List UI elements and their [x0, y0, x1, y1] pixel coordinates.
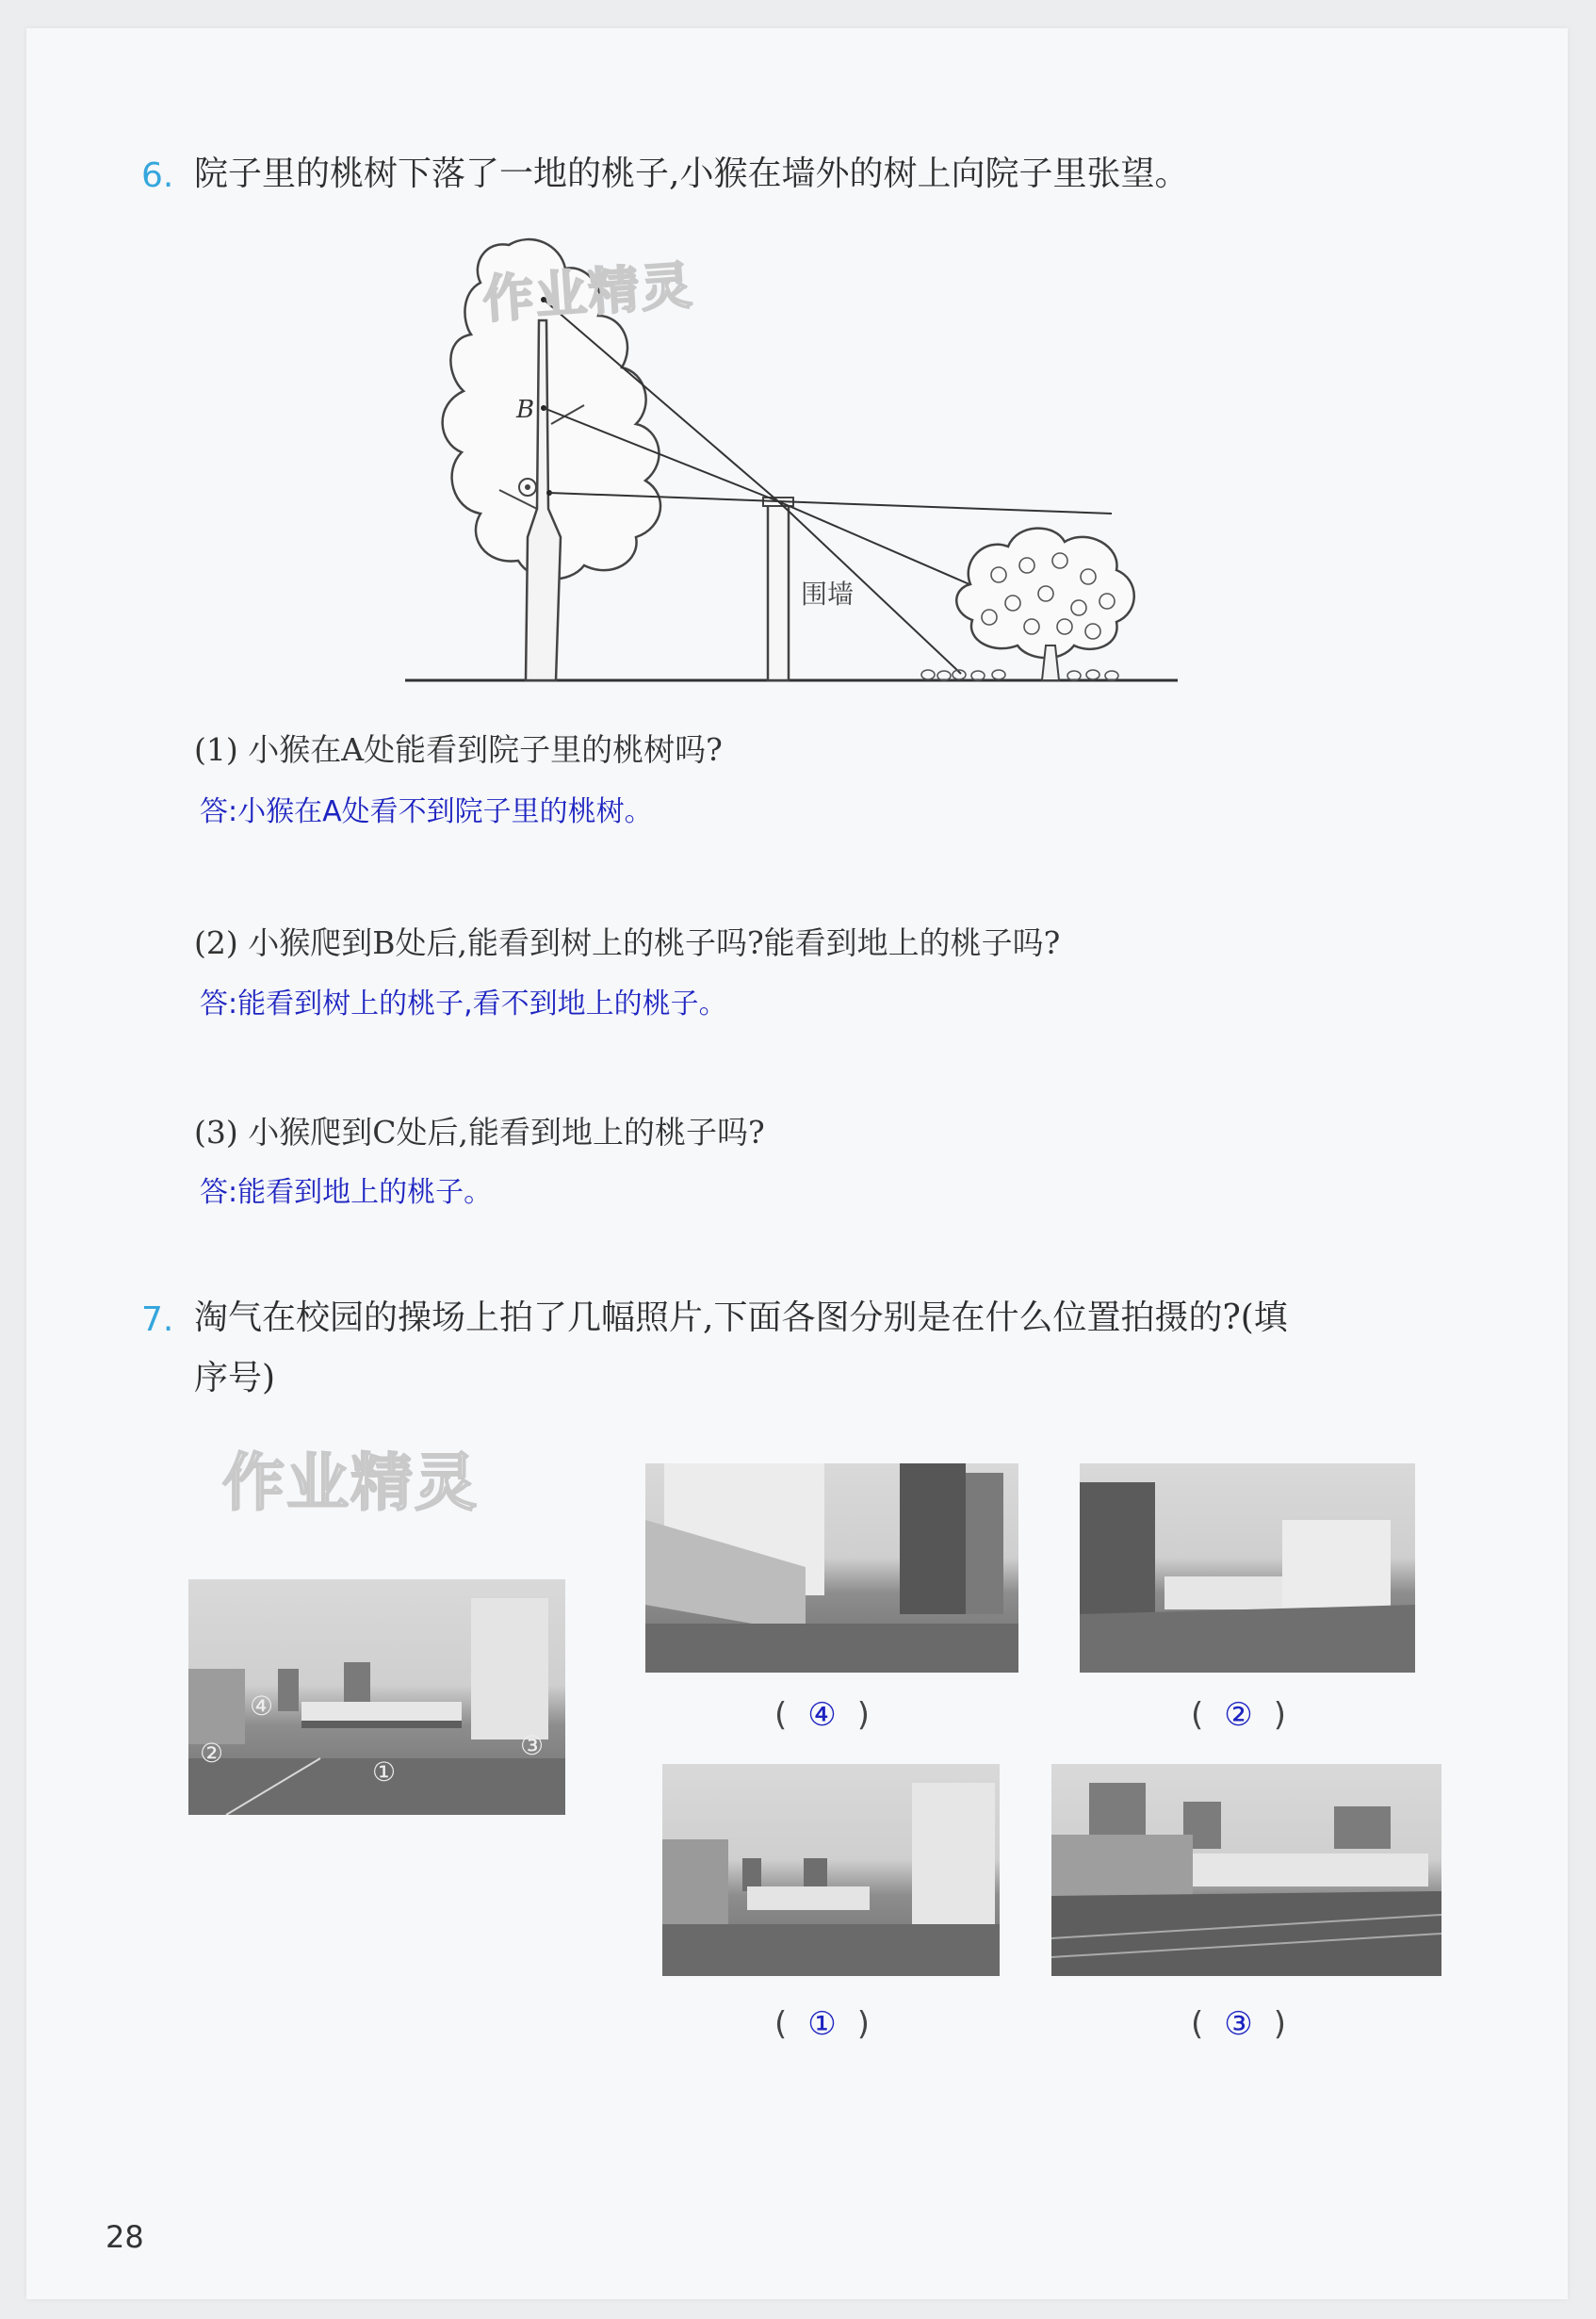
q6-part1-answer: 答:小猴在A处看不到院子里的桃树。 — [200, 795, 653, 828]
answer-c: ( ① ) — [774, 2005, 871, 2043]
point-b-label: B — [516, 396, 535, 424]
photo-b — [1080, 1463, 1415, 1673]
marker-2: ② — [200, 1738, 224, 1769]
q6-part3-question: (3) 小猴爬到C处后,能看到地上的桃子吗? — [194, 1114, 765, 1151]
q6-part1-question: (1) 小猴在A处能看到院子里的桃树吗? — [194, 731, 723, 768]
marker-4: ④ — [250, 1690, 274, 1722]
marker-3: ③ — [520, 1730, 545, 1761]
page-number: 28 — [106, 2219, 144, 2255]
watermark: 作业精灵 — [480, 255, 696, 330]
answer-a: ( ④ ) — [774, 1696, 871, 1734]
q7-number: 7. — [141, 1300, 174, 1339]
q6-part2-answer: 答:能看到树上的桃子,看不到地上的桃子。 — [200, 988, 727, 1021]
photo-a — [645, 1463, 1018, 1673]
q7-text-line1: 淘气在校园的操场上拍了几幅照片,下面各图分别是在什么位置拍摄的?(填 — [194, 1298, 1288, 1337]
photo-d — [1051, 1764, 1441, 1976]
q6-text: 院子里的桃树下落了一地的桃子,小猴在墙外的树上向院子里张望。 — [194, 155, 1189, 193]
q6-number: 6. — [141, 156, 174, 195]
answer-d: ( ③ ) — [1191, 2005, 1287, 2043]
q7-text-line2: 序号) — [194, 1359, 276, 1397]
answer-b: ( ② ) — [1191, 1696, 1287, 1734]
wall-label: 围墙 — [801, 579, 855, 610]
q6-part2-question: (2) 小猴爬到B处后,能看到树上的桃子吗?能看到地上的桃子吗? — [194, 924, 1061, 961]
q6-part3-answer: 答:能看到地上的桃子。 — [200, 1176, 493, 1209]
photo-c — [662, 1764, 1000, 1976]
watermark: 作业精灵 — [222, 1446, 479, 1519]
marker-1: ① — [372, 1756, 397, 1788]
main-playground-photo — [188, 1579, 565, 1815]
